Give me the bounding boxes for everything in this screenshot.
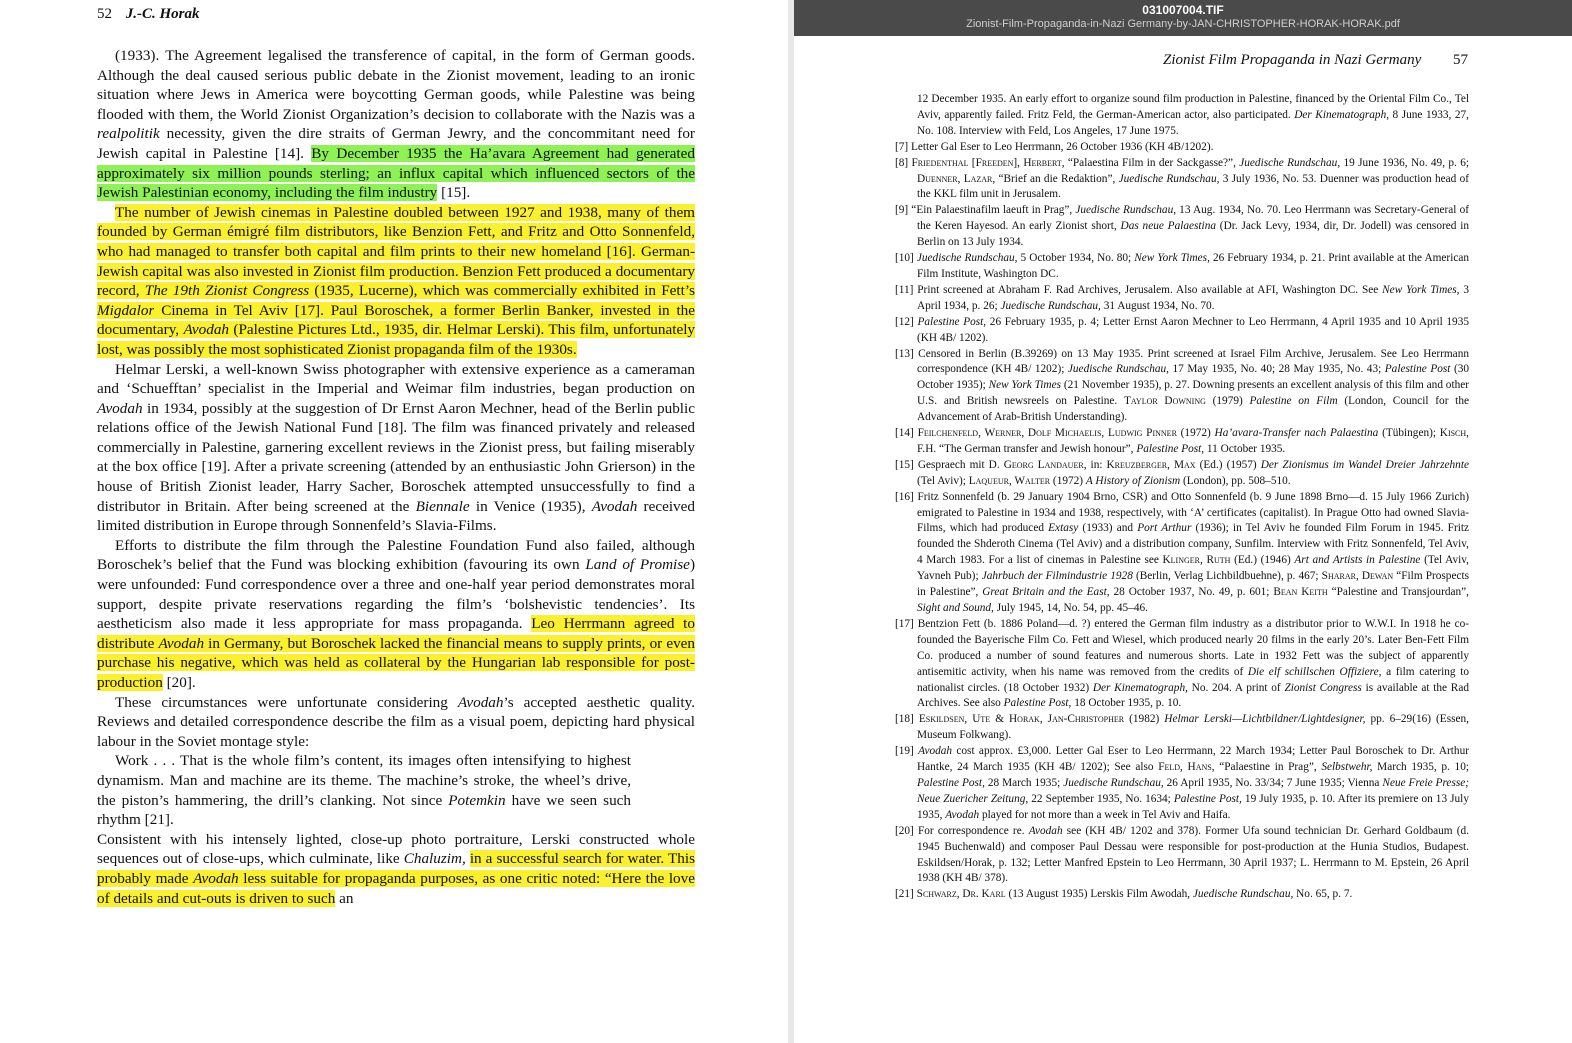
left-page-author: J.-C. Horak xyxy=(125,6,200,22)
footnote: [21] Schwarz, Dr. Karl (13 August 1935) Lerskis Film Awodah, Juedische Rundschau, No. 65, p. 7. xyxy=(895,888,1353,901)
footnote: [10] Juedische Rundschau, 5 October 1934, No. 80; New York Times, 26 February 1934, p. 21. Print available at the American Film Institute, Washington DC. xyxy=(895,252,1470,280)
footnote: [11] Print screened at Abraham F. Rad Archives, Jerusalem. Also available at AFI, Washington DC. See New York Times, 3 April 1934, p. 26; Juedische Rundschau, 31 August 1934, No. 70. xyxy=(895,283,1469,312)
highlighted-text: The number of Jewish cinemas in Palestine doubled between 1927 and 1938, many of them founded by German émigré film distributors, like Benzion Fett, and Fritz and Otto Sonnenfeld, who had managed to transfer both capital and film prints to their new homeland [16]. German-Jewish capital was also invested in Zionist film production. Benzion Fett produced a documentary record, xyxy=(97,203,695,300)
highlighted-text: (Palestine Pictures Ltd., 1935, dir. Helmar Lerski). This film, unfortunately lost, was possibly the most sophisticated Zionist propaganda film of the 1930s. xyxy=(97,321,696,358)
viewer-title-bar xyxy=(794,0,1572,36)
text-run: Potemkin xyxy=(448,791,506,809)
running-title: Zionist Film Propaganda in Nazi Germany xyxy=(1163,52,1422,68)
footnote: [20] For correspondence re. Avodah see (KH 4B/ 1202 and 378). Former Ufa sound technician Dr. Gerhard Goldbaum (d. 1945 Buchenwald) and composer Paul Dessau were responsible for post-production at the Hunia Studios, Budapest. Eskildsen/Horak, p. 132; Letter Manfred Epstein to Leo Herrmann, 30 April 1937; L. Herrmann to M. Epstein, 26 April 1938 (KH 4B/ 378). xyxy=(895,824,1470,885)
text-run: Biennale xyxy=(415,497,470,515)
highlighted-text: Cinema in Tel Aviv [17]. Paul Boroschek, a former Berlin Banker, invested in the documentary, xyxy=(97,301,695,339)
text-run: Land of Promise xyxy=(585,556,690,574)
text-run: Chaluzim, xyxy=(403,850,466,868)
footnote: [13] Censored in Berlin (B.39269) on 13 May 1935. Print screened at Israel Film Archive, Jerusalem. See Leo Herrmann correspondence (KH 4B/ 1202); Juedische Rundschau, 17 May 1935, No. 40; 28 May 1935, No. 43; Palestine Post (30 October 1935); New York Times (21 November 1935), p. 27. Downing presents an excellent analysis of this film and other U.S. and British newsreels on Palestine. Taylor Downing (1979) Palestine on Film (London, Council for the Advancement of Arab-British Understanding). xyxy=(895,347,1470,424)
right-page-number: 57 xyxy=(1453,52,1468,68)
document-name: Zionist-Film-Propaganda-in-Nazi Germany-by-JAN-CHRISTOPHER-HORAK-HORAK.pdf xyxy=(966,18,1400,30)
left-page-body xyxy=(97,46,695,908)
text-run: in 1934, possibly at the suggestion of Dr Ernst Aaron Mechner, head of the Berlin public relations office of the Jewish National Fund [18]. The film was financed privately and released commercially in Palestine, garnering excellent reviews in the Zionist press, but failing miserably at the box office [19]. After a private screening (attended by an enthusiastic John Grierson) in the house of British Zionist leader, Harry Sacher, Boroschek attempted unsuccessfully to find a distributor in Britain. After being screened at the xyxy=(97,399,695,515)
body-paragraph xyxy=(97,46,695,203)
body-paragraph xyxy=(97,203,695,360)
highlighted-text: Avodah xyxy=(158,634,205,652)
footnote: [14] Feilchenfeld, Werner, Dolf Michaelis, Ludwig Pinner (1972) Ha’avara-Transfer nach Palaestina (Tübingen); Kisch, F.H. “The German transfer and Jewish honour”, Palestine Post, 11 October 1935. xyxy=(895,427,1469,455)
text-run: Avodah xyxy=(97,399,143,417)
footnote: [12] Palestine Post, 26 February 1935, p. 4; Letter Ernst Aaron Mechner to Leo Herrmann, 4 April 1935 and 10 April 1935 (KH 4B/ 1202). xyxy=(895,315,1469,344)
text-run: in Venice (1935), xyxy=(469,497,592,515)
highlighted-text: in Germany, but Boroschek lacked the financial means to supply prints, or even purchase his negative, which was held as collateral by the Hungarian lab responsible for post-production xyxy=(97,634,696,691)
left-page-header xyxy=(97,6,697,23)
footnote: [15] Gespraech mit D. Georg Landauer, in: Kreuzberger, Max (Ed.) (1957) Der Zionismus im Wandel Dreier Jahrzehnte (Tel Aviv); Laqueur, Walter (1972) A History of Zionism (London), pp. 508–510. xyxy=(895,458,1469,487)
footnote: [8] Friedenthal [Freeden], Herbert, “Palaestina Film in der Sackgasse?”, Juedische Rundschau, 19 June 1936, No. 49, p. 6; Duenner, Lazar, “Brief an die Redaktion”, Juedische Rundschau, 3 July 1936, No. 53. Duenner was production head of the KKL film unit in Jerusalem. xyxy=(895,156,1469,201)
text-run: Consistent with his intensely lighted, close-up photo portraiture, Lerski constructed whole sequences out of close-ups, which culminate, like xyxy=(97,830,695,868)
highlighted-text: (1935, Lucerne), which was commercially exhibited in Fett’s xyxy=(309,282,695,300)
text-run: [15]. xyxy=(437,184,471,202)
text-run: ’s accepted aesthetic quality. Reviews and detailed correspondence describe the film as a visual poem, depicting hard physical labour in the Soviet montage style: xyxy=(97,693,696,750)
highlighted-text: The 19th Zionist Congress xyxy=(144,282,310,300)
highlighted-text: Avodah xyxy=(183,321,230,339)
text-run: Helmar Lerski, a well-known Swiss photographer with extensive experience as a cameraman and ‘Schuefftan’ specialist in the Imperial and Weimar film industries, began production on xyxy=(97,360,695,398)
text-run: an xyxy=(335,889,354,907)
footnote: [7] Letter Gal Eser to Leo Herrmann, 26 October 1936 (KH 4B/1202). xyxy=(895,140,1214,153)
text-run: ) were unfounded: Fund correspondence over a three and one-half year period demonstrates moral support, despite private reservations regarding the film’s ‘bolshevistic tendencies’. Its aestheticism also made it less appropriate for mass propaganda. xyxy=(97,556,695,633)
footnote: [19] Avodah cost approx. £3,000. Letter Gal Eser to Leo Herrmann, 22 March 1934; Letter Paul Boroschek to Dr. Arthur Hantke, 24 March 1935 (KH 4B/ 1202); See also Feld, Hans, “Palaestine in Prag”, Selbstwehr, March 1935, p. 10; Palestine Post, 28 March 1935; Juedische Rundschau, 26 April 1935, No. 33/34; 7 June 1935; Vienna Neue Freie Presse; Neue Zuericher Zeitung, 22 September 1935, No. 1634; Palestine Post, 19 July 1935, p. 10. After its premiere on 13 July 1935, Avodah played for not more than a week in Tel Aviv and Haifa. xyxy=(895,745,1470,821)
highlighted-text: Leo Herrmann agreed to distribute xyxy=(97,615,695,652)
text-run: Avodah xyxy=(457,693,504,711)
body-paragraph xyxy=(97,360,695,536)
text-run: necessity, given the dire straits of German Jewry, and the concommitant need for Jewish capital in Palestine [14]. xyxy=(97,125,695,162)
highlighted-text: less suitable for propaganda purposes, as one critic noted: “Here the love of details and cut-outs is driven to such xyxy=(97,869,695,907)
highlighted-text: in a successful search for water. This probably made xyxy=(97,850,695,887)
footnote: [17] Bentzion Fett (b. 1886 Poland—d. ?) entered the German film industry as a distributor prior to W.W.I. In 1918 he co-founded the Bayerische Film Co. Fett and Wiesel, which produced nearly 20 films in the early 20’s. Later Ben-Fett Film Co. produced a number of sound features and numerous shorts. Late in 1932 Fett was the subject of apparently antisemitic activity, when his name was removed from the credits of Die elf schillschen Offiziere, a film catering to nationalist circles. (18 October 1932) Der Kinematograph, No. 204. A print of Zionist Congress is available at the Rad Archives. See also Palestine Post, 18 October 1935, p. 10. xyxy=(895,617,1469,710)
text-run: have we seen such rhythm [21]. xyxy=(97,791,632,829)
text-run: Work . . . That is the whole film’s content, its images often intensifying to highest dynamism. Man and machine are its theme. The machine’s stroke, the wheel’s drive, the piston’s hammering, the drill’s clanking. Not since xyxy=(97,752,631,809)
text-run: (1933). The Agreement legalised the transference of capital, in the form of German goods. Although the deal caused serious public debate in the Zionist movement, leading to an ironic situation where Jews in America were boycotting German goods, while Palestine was being flooded with them, the World Zionist Organization’s decision to collaborate with the Nazis was a xyxy=(97,47,695,123)
right-page xyxy=(794,0,1572,1043)
footnote: [18] Eskildsen, Ute & Horak, Jan-Christopher (1982) Helmar Lerski—Lichtbildner/Lightdesigner, pp. 6–29(16) (Essen, Museum Folkwang). xyxy=(895,713,1469,742)
text-run: These circumstances were unfortunate considering xyxy=(115,693,458,711)
text-run: realpolitik xyxy=(97,125,160,143)
file-name: 031007004.TIF xyxy=(1142,3,1224,17)
body-paragraph xyxy=(97,830,695,908)
block-quote xyxy=(97,751,631,829)
footnote: [9] “Ein Palaestinafilm laeuft in Prag”, Juedische Rundschau, 13 Aug. 1934, No. 70. Leo Herrmann was Secretary-General of the Keren Hayesod. An early Zionist short, Das neue Palaestina (Dr. Jack Levy, 1934, dir, Dr. Jodell) was censored in Berlin on 13 July 1934. xyxy=(895,204,1469,249)
footnotes-list xyxy=(895,92,1469,903)
highlighted-text: By December 1935 the Ha’avara Agreement had generated approximately six million pounds sterling; an influx capital which influenced sectors of the Jewish Palestinian economy, including the film industry xyxy=(97,144,695,202)
text-run: received limited distribution in Europe through Sonnenfeld’s Slavia-Films. xyxy=(97,497,695,535)
body-paragraph xyxy=(97,693,695,752)
highlighted-text: Migdalor xyxy=(97,301,155,319)
highlighted-text: Avodah xyxy=(193,869,239,887)
text-run: [20]. xyxy=(162,674,196,691)
text-run: Efforts to distribute the film through the Palestine Foundation Fund also failed, although Boroschek’s belief that the Fund was blocking exhibition (favouring its own xyxy=(97,536,695,574)
footnote: [16] Fritz Sonnenfeld (b. 29 January 1904 Brno, CSR) and Otto Sonnenfeld (b. 9 June 1898 Brno—d. 15 July 1966 Zurich) emigrated to Palestine in 1934 and 1938, respectively, with ‘A’ certificates (capitalist). In Prague Otto had owned Slavia-Films, which had produced Extasy (1933) and Port Arthur (1936); in Tel Aviv he founded Film Forum in 1945. Fritz founded the Shderoth Cinema (Tel Aviv) and a distribution company, Sunfilm. Interview with Fritz Sonnenfeld, Tel Aviv, 4 March 1983. For a list of cinemas in Palestine see Klinger, Ruth (Ed.) (1946) Art and Artists in Palestine (Tel Aviv, Yavneh Pub); Jahrbuch der Filmindustrie 1928 (Berlin, Verlag Lichbildbuehne), p. 467; Sharar, Dewan “Film Prospects in Palestine”, Great Britain and the East, 28 October 1937, No. 49, p. 601; Bean Keith “Palestine and Transjourdan”, Sight and Sound, July 1945, 14, No. 54, pp. 45–46. xyxy=(895,490,1470,614)
left-page-number: 52 xyxy=(97,6,112,22)
right-page-header xyxy=(1128,52,1468,69)
footnote: 12 December 1935. An early effort to organize sound film production in Palestine, financed by the Oriental Film Co., Tel Aviv, apparently failed. Fritz Feld, the German-American actor, also participated. Der Kinematograph, 8 June 1933, 27, No. 108. Interview with Feld, Los Angeles, 17 June 1975. xyxy=(917,93,1469,137)
body-paragraph xyxy=(97,536,695,693)
text-run: Avodah xyxy=(591,497,638,515)
